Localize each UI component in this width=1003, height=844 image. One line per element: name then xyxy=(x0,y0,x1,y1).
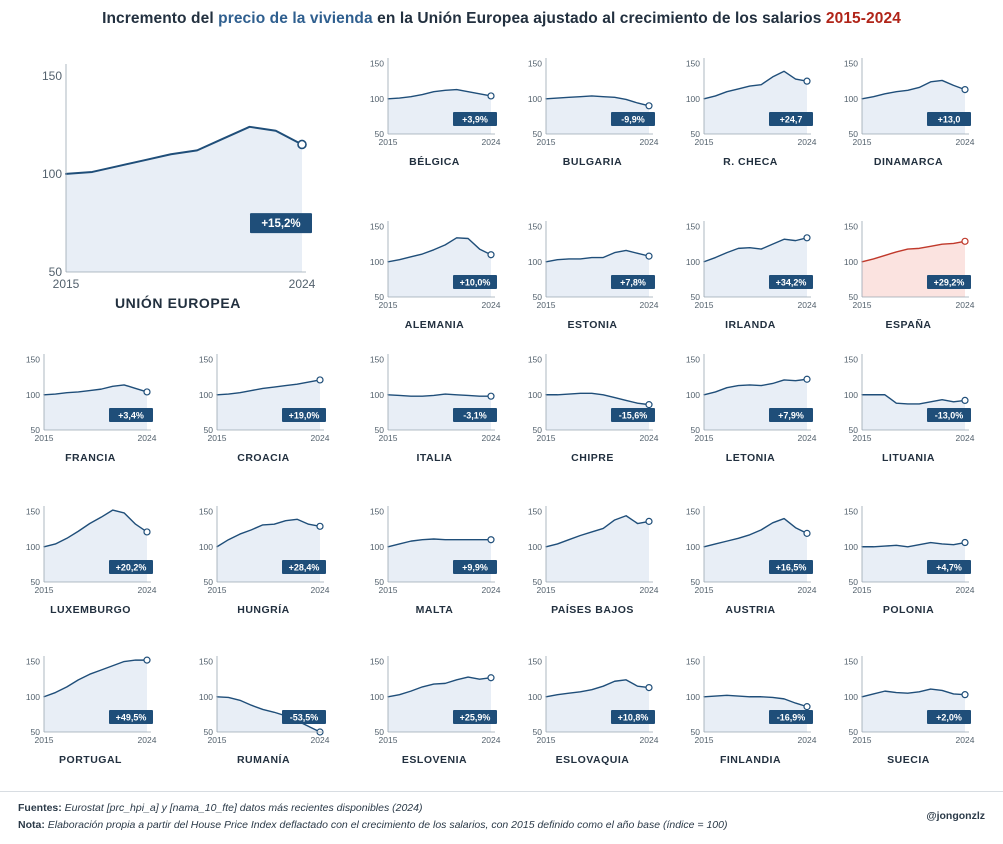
chart-caption: ALEMANIA xyxy=(404,319,465,331)
svg-text:+9,9%: +9,9% xyxy=(462,562,488,573)
chart-panel-polonia xyxy=(836,500,981,625)
chart-panel-r-checa xyxy=(678,52,823,177)
svg-text:100: 100 xyxy=(527,389,542,400)
svg-text:2024: 2024 xyxy=(955,585,975,595)
chart-plot xyxy=(836,500,981,605)
svg-text:150: 150 xyxy=(198,354,213,365)
chart-caption: DINAMARCA xyxy=(873,156,944,168)
svg-text:50: 50 xyxy=(48,265,62,279)
svg-text:+4,7%: +4,7% xyxy=(936,562,962,573)
svg-text:50: 50 xyxy=(848,727,858,737)
footer-note-text: Elaboración propia a partir del House Price Index deflactado con el crecimiento de los salarios, con 2015 definido como el año base (índice = 100) xyxy=(44,819,728,831)
chart-panel-ruman-a xyxy=(191,650,336,775)
svg-text:+28,4%: +28,4% xyxy=(288,562,320,573)
chart-plot xyxy=(678,215,823,320)
svg-text:50: 50 xyxy=(690,727,700,737)
chart-plot xyxy=(520,348,665,453)
svg-text:2024: 2024 xyxy=(310,433,330,443)
svg-text:+29,2%: +29,2% xyxy=(933,277,965,288)
svg-text:2024: 2024 xyxy=(481,300,501,310)
svg-text:50: 50 xyxy=(690,292,700,302)
chart-caption: IRLANDA xyxy=(725,319,776,331)
svg-text:2015: 2015 xyxy=(52,277,80,291)
chart-panel-suecia xyxy=(836,650,981,775)
svg-text:50: 50 xyxy=(532,577,542,587)
chart-caption: CROACIA xyxy=(237,452,290,464)
svg-text:-3,1%: -3,1% xyxy=(463,410,487,421)
chart-caption: PORTUGAL xyxy=(59,754,122,766)
svg-text:100: 100 xyxy=(527,691,542,702)
svg-text:50: 50 xyxy=(690,129,700,139)
chart-caption: ITALIA xyxy=(416,452,453,464)
chart-panel-bulgaria xyxy=(520,52,665,177)
svg-text:150: 150 xyxy=(25,354,40,365)
footer-sources-text: Eurostat [prc_hpi_a] y [nama_10_fte] datos más recientes disponibles (2024) xyxy=(61,802,423,814)
svg-text:50: 50 xyxy=(30,425,40,435)
chart-plot xyxy=(836,650,981,755)
chart-panel-pa-ses-bajos xyxy=(520,500,665,625)
chart-panel-croacia xyxy=(191,348,336,473)
svg-text:50: 50 xyxy=(848,425,858,435)
svg-text:50: 50 xyxy=(690,425,700,435)
chart-panel-luxemburgo xyxy=(18,500,163,625)
svg-text:150: 150 xyxy=(369,58,384,69)
chart-panel-letonia xyxy=(678,348,823,473)
chart-caption: BÉLGICA xyxy=(409,156,460,168)
svg-text:100: 100 xyxy=(369,389,384,400)
svg-text:50: 50 xyxy=(30,577,40,587)
svg-text:+25,9%: +25,9% xyxy=(459,712,491,723)
svg-text:150: 150 xyxy=(369,656,384,667)
chart-caption: CHIPRE xyxy=(571,452,614,464)
chart-caption: POLONIA xyxy=(882,604,935,616)
svg-text:50: 50 xyxy=(848,577,858,587)
chart-panel-malta xyxy=(362,500,507,625)
svg-text:2015: 2015 xyxy=(694,433,714,443)
chart-caption-union-europea: UNIÓN EUROPEA xyxy=(114,295,242,311)
svg-text:150: 150 xyxy=(25,656,40,667)
svg-text:100: 100 xyxy=(41,166,62,181)
svg-text:2024: 2024 xyxy=(955,735,975,745)
svg-text:100: 100 xyxy=(198,691,213,702)
svg-text:150: 150 xyxy=(527,656,542,667)
chart-panel-espa-a xyxy=(836,215,981,340)
svg-text:2024: 2024 xyxy=(797,585,817,595)
svg-text:2024: 2024 xyxy=(481,735,501,745)
svg-text:2024: 2024 xyxy=(797,137,817,147)
svg-text:100: 100 xyxy=(369,541,384,552)
chart-plot xyxy=(520,215,665,320)
svg-text:50: 50 xyxy=(532,727,542,737)
svg-text:2015: 2015 xyxy=(536,585,556,595)
svg-text:150: 150 xyxy=(843,221,858,232)
chart-caption: ESPAÑA xyxy=(885,319,932,331)
chart-panel-italia xyxy=(362,348,507,473)
svg-text:50: 50 xyxy=(203,577,213,587)
svg-text:50: 50 xyxy=(203,727,213,737)
svg-text:150: 150 xyxy=(198,656,213,667)
svg-text:100: 100 xyxy=(369,256,384,267)
chart-caption: SUECIA xyxy=(887,754,930,766)
svg-text:+2,0%: +2,0% xyxy=(936,712,962,723)
svg-text:2015: 2015 xyxy=(34,433,54,443)
svg-text:50: 50 xyxy=(848,129,858,139)
footer xyxy=(0,791,1003,844)
svg-text:150: 150 xyxy=(369,221,384,232)
chart-panel-dinamarca xyxy=(836,52,981,177)
svg-text:-9,9%: -9,9% xyxy=(621,114,645,125)
chart-plot xyxy=(836,52,981,157)
chart-panel-chipre xyxy=(520,348,665,473)
svg-text:2015: 2015 xyxy=(852,300,872,310)
svg-text:2024: 2024 xyxy=(481,585,501,595)
svg-text:+19,0%: +19,0% xyxy=(288,410,320,421)
svg-text:100: 100 xyxy=(685,93,700,104)
footer-sources xyxy=(18,802,422,814)
chart-plot xyxy=(362,348,507,453)
svg-text:50: 50 xyxy=(203,425,213,435)
svg-text:+34,2%: +34,2% xyxy=(775,277,807,288)
svg-text:2015: 2015 xyxy=(207,735,227,745)
svg-text:2024: 2024 xyxy=(288,277,316,291)
svg-text:2024: 2024 xyxy=(137,585,157,595)
svg-text:+10,8%: +10,8% xyxy=(617,712,649,723)
svg-text:2024: 2024 xyxy=(310,585,330,595)
chart-caption: FINLANDIA xyxy=(719,754,782,766)
svg-text:+49,5%: +49,5% xyxy=(115,712,147,723)
svg-text:2024: 2024 xyxy=(639,300,659,310)
svg-text:150: 150 xyxy=(685,506,700,517)
svg-text:150: 150 xyxy=(25,506,40,517)
chart-plot xyxy=(18,500,163,605)
svg-text:150: 150 xyxy=(843,354,858,365)
chart-panel-portugal xyxy=(18,650,163,775)
chart-plot xyxy=(362,650,507,755)
footer-note xyxy=(18,819,727,831)
svg-text:2024: 2024 xyxy=(310,735,330,745)
chart-panel-eslovaquia xyxy=(520,650,665,775)
svg-text:50: 50 xyxy=(532,292,542,302)
svg-text:-13,0%: -13,0% xyxy=(934,410,964,421)
svg-text:2024: 2024 xyxy=(639,433,659,443)
svg-text:50: 50 xyxy=(848,292,858,302)
svg-text:2015: 2015 xyxy=(207,585,227,595)
svg-text:50: 50 xyxy=(374,425,384,435)
svg-text:+13,0: +13,0 xyxy=(937,114,961,125)
svg-text:2015: 2015 xyxy=(694,137,714,147)
chart-plot xyxy=(362,215,507,320)
svg-text:100: 100 xyxy=(527,256,542,267)
chart-panel-austria xyxy=(678,500,823,625)
svg-text:100: 100 xyxy=(369,93,384,104)
chart-panel-alemania xyxy=(362,215,507,340)
svg-text:100: 100 xyxy=(685,256,700,267)
svg-text:100: 100 xyxy=(369,691,384,702)
svg-text:2015: 2015 xyxy=(34,735,54,745)
svg-text:150: 150 xyxy=(41,68,62,83)
footer-note-label: Nota: xyxy=(18,819,45,831)
svg-text:50: 50 xyxy=(374,577,384,587)
svg-text:2024: 2024 xyxy=(639,137,659,147)
svg-text:100: 100 xyxy=(527,541,542,552)
svg-text:150: 150 xyxy=(527,221,542,232)
svg-text:2015: 2015 xyxy=(378,433,398,443)
chart-caption: AUSTRIA xyxy=(725,604,776,616)
svg-text:2015: 2015 xyxy=(852,137,872,147)
svg-text:100: 100 xyxy=(843,541,858,552)
svg-text:50: 50 xyxy=(532,425,542,435)
svg-text:+15,2%: +15,2% xyxy=(261,218,301,231)
svg-text:2015: 2015 xyxy=(694,300,714,310)
chart-plot xyxy=(678,500,823,605)
svg-text:+3,9%: +3,9% xyxy=(462,114,488,125)
chart-caption: LETONIA xyxy=(725,452,776,464)
svg-text:100: 100 xyxy=(25,691,40,702)
svg-text:+10,0%: +10,0% xyxy=(459,277,491,288)
page-title xyxy=(0,10,1003,28)
svg-text:150: 150 xyxy=(527,58,542,69)
svg-text:2024: 2024 xyxy=(955,433,975,443)
chart-plot xyxy=(191,500,336,605)
author-handle: @jongonzlz xyxy=(926,810,985,822)
svg-text:2015: 2015 xyxy=(536,735,556,745)
svg-text:100: 100 xyxy=(843,691,858,702)
svg-text:+24,7: +24,7 xyxy=(779,114,803,125)
svg-text:50: 50 xyxy=(374,292,384,302)
svg-text:150: 150 xyxy=(527,354,542,365)
chart-plot xyxy=(678,348,823,453)
chart-panel-francia xyxy=(18,348,163,473)
chart-caption: MALTA xyxy=(415,604,454,616)
svg-text:100: 100 xyxy=(843,256,858,267)
svg-text:150: 150 xyxy=(685,354,700,365)
chart-plot xyxy=(836,348,981,453)
svg-text:150: 150 xyxy=(843,656,858,667)
svg-text:2015: 2015 xyxy=(852,735,872,745)
svg-text:2015: 2015 xyxy=(536,433,556,443)
svg-text:150: 150 xyxy=(685,221,700,232)
title-highlight-housing: precio de la vivienda xyxy=(218,10,373,27)
svg-text:-15,6%: -15,6% xyxy=(618,410,648,421)
svg-text:+7,9%: +7,9% xyxy=(778,410,804,421)
svg-text:100: 100 xyxy=(843,389,858,400)
svg-text:2024: 2024 xyxy=(797,433,817,443)
svg-text:50: 50 xyxy=(374,129,384,139)
chart-panel-eslovenia xyxy=(362,650,507,775)
title-part-2: en la Unión Europea ajustado al crecimiento de los salarios xyxy=(372,10,826,27)
svg-text:50: 50 xyxy=(532,129,542,139)
chart-plot xyxy=(836,215,981,320)
svg-text:2015: 2015 xyxy=(694,585,714,595)
svg-text:2024: 2024 xyxy=(639,735,659,745)
chart-plot xyxy=(362,52,507,157)
svg-text:100: 100 xyxy=(685,541,700,552)
chart-plot xyxy=(678,650,823,755)
chart-panel-finlandia xyxy=(678,650,823,775)
chart-panel-union-europea xyxy=(18,52,338,322)
title-highlight-years: 2015-2024 xyxy=(825,10,901,27)
svg-text:150: 150 xyxy=(527,506,542,517)
svg-text:2024: 2024 xyxy=(797,735,817,745)
svg-text:2024: 2024 xyxy=(639,585,659,595)
svg-text:2015: 2015 xyxy=(378,137,398,147)
svg-text:150: 150 xyxy=(843,58,858,69)
svg-text:2015: 2015 xyxy=(207,433,227,443)
svg-text:2024: 2024 xyxy=(797,300,817,310)
svg-text:2024: 2024 xyxy=(955,300,975,310)
svg-text:+16,5%: +16,5% xyxy=(775,562,807,573)
svg-text:150: 150 xyxy=(369,354,384,365)
svg-text:150: 150 xyxy=(685,58,700,69)
chart-plot xyxy=(520,500,665,605)
chart-caption: FRANCIA xyxy=(65,452,116,464)
svg-text:100: 100 xyxy=(685,691,700,702)
svg-text:2015: 2015 xyxy=(694,735,714,745)
svg-text:2015: 2015 xyxy=(852,585,872,595)
chart-caption: RUMANÍA xyxy=(236,754,291,766)
svg-text:2024: 2024 xyxy=(137,433,157,443)
svg-text:150: 150 xyxy=(843,506,858,517)
svg-text:100: 100 xyxy=(25,389,40,400)
svg-text:100: 100 xyxy=(685,389,700,400)
svg-text:2024: 2024 xyxy=(137,735,157,745)
svg-text:2024: 2024 xyxy=(481,433,501,443)
chart-panel-lituania xyxy=(836,348,981,473)
chart-plot xyxy=(191,348,336,453)
svg-text:+3,4%: +3,4% xyxy=(118,410,144,421)
svg-text:100: 100 xyxy=(843,93,858,104)
svg-text:150: 150 xyxy=(685,656,700,667)
title-part-1: Incremento del xyxy=(102,10,219,27)
svg-text:100: 100 xyxy=(25,541,40,552)
svg-text:2015: 2015 xyxy=(536,137,556,147)
chart-caption: LUXEMBURGO xyxy=(50,604,131,616)
chart-plot xyxy=(678,52,823,157)
chart-caption: ESTONIA xyxy=(567,319,618,331)
svg-text:100: 100 xyxy=(198,541,213,552)
svg-text:150: 150 xyxy=(369,506,384,517)
chart-plot xyxy=(191,650,336,755)
svg-text:2015: 2015 xyxy=(378,735,398,745)
svg-text:+20,2%: +20,2% xyxy=(115,562,147,573)
svg-text:2015: 2015 xyxy=(378,300,398,310)
svg-text:2015: 2015 xyxy=(378,585,398,595)
chart-plot xyxy=(18,650,163,755)
svg-text:2024: 2024 xyxy=(955,137,975,147)
chart-plot xyxy=(18,348,163,453)
chart-caption: LITUANIA xyxy=(882,452,935,464)
chart-caption: ESLOVENIA xyxy=(401,754,468,766)
svg-text:2015: 2015 xyxy=(852,433,872,443)
svg-text:2015: 2015 xyxy=(34,585,54,595)
chart-plot xyxy=(520,52,665,157)
svg-text:150: 150 xyxy=(198,506,213,517)
chart-plot xyxy=(362,500,507,605)
chart-panel-b-lgica xyxy=(362,52,507,177)
chart-panel-estonia xyxy=(520,215,665,340)
svg-text:-53,5%: -53,5% xyxy=(289,712,319,723)
footer-sources-label: Fuentes: xyxy=(18,802,62,814)
chart-caption: BULGARIA xyxy=(562,156,623,168)
chart-caption: PAÍSES BAJOS xyxy=(551,604,634,616)
svg-text:2024: 2024 xyxy=(481,137,501,147)
chart-caption: HUNGRÍA xyxy=(237,604,290,616)
svg-text:50: 50 xyxy=(374,727,384,737)
chart-caption: R. CHECA xyxy=(723,156,778,168)
svg-text:-16,9%: -16,9% xyxy=(776,712,806,723)
svg-text:100: 100 xyxy=(527,93,542,104)
svg-text:50: 50 xyxy=(30,727,40,737)
svg-text:2015: 2015 xyxy=(536,300,556,310)
chart-panel-irlanda xyxy=(678,215,823,340)
svg-text:+7,8%: +7,8% xyxy=(620,277,646,288)
chart-caption: ESLOVAQUIA xyxy=(555,754,630,766)
svg-text:50: 50 xyxy=(690,577,700,587)
chart-panel-hungr-a xyxy=(191,500,336,625)
svg-text:100: 100 xyxy=(198,389,213,400)
chart-plot xyxy=(520,650,665,755)
